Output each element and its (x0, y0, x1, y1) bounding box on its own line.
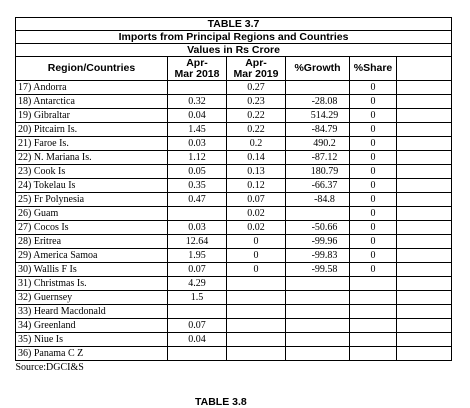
col-header-region: Region/Countries (16, 57, 168, 81)
table-row (16, 207, 452, 221)
share-cell (350, 347, 397, 361)
col-header-apr-mar-2019 (227, 57, 286, 81)
share-cell: 0 (350, 263, 397, 277)
blank-cell (397, 95, 452, 109)
region-cell: 33) Heard Macdonald (16, 305, 168, 319)
col-header-apr-mar-2019-line1: Apr- (245, 56, 267, 69)
table-row (16, 305, 452, 319)
table-row (16, 165, 452, 179)
apr-mar-2018-cell: 0.07 (168, 263, 227, 277)
apr-mar-2018-cell (168, 347, 227, 361)
apr-mar-2018-cell: 1.45 (168, 123, 227, 137)
growth-cell (286, 291, 350, 305)
apr-mar-2018-cell: 1.12 (168, 151, 227, 165)
growth-cell: 514.29 (286, 109, 350, 123)
col-header-apr-mar-2019-line2: Mar 2019 (233, 67, 279, 80)
apr-mar-2018-cell: 0.47 (168, 193, 227, 207)
apr-mar-2018-cell (168, 81, 227, 95)
growth-cell (286, 333, 350, 347)
blank-cell (397, 235, 452, 249)
apr-mar-2018-cell: 12.64 (168, 235, 227, 249)
apr-mar-2018-cell (168, 305, 227, 319)
share-cell: 0 (350, 179, 397, 193)
col-header-apr-mar-2018 (168, 57, 227, 81)
table-subtitle: Values in Rs Crore (16, 44, 452, 57)
apr-mar-2018-cell (168, 207, 227, 221)
share-cell (350, 291, 397, 305)
table-row (16, 179, 452, 193)
apr-mar-2018-cell: 0.04 (168, 333, 227, 347)
col-header-growth: %Growth (286, 57, 350, 81)
apr-mar-2019-cell: 0 (227, 235, 286, 249)
table-row (16, 277, 452, 291)
share-cell (350, 277, 397, 291)
blank-cell (397, 249, 452, 263)
growth-cell (286, 207, 350, 221)
growth-cell: 180.79 (286, 165, 350, 179)
table-row (16, 319, 452, 333)
blank-cell (397, 81, 452, 95)
share-cell: 0 (350, 95, 397, 109)
table-row (16, 263, 452, 277)
region-cell: 35) Niue Is (16, 333, 168, 347)
table-row (16, 151, 452, 165)
apr-mar-2018-cell: 0.03 (168, 137, 227, 151)
apr-mar-2019-cell: 0.02 (227, 221, 286, 235)
table-row (16, 291, 452, 305)
table-row (16, 95, 452, 109)
blank-cell (397, 291, 452, 305)
apr-mar-2019-cell (227, 319, 286, 333)
region-cell: 34) Greenland (16, 319, 168, 333)
table-row (16, 235, 452, 249)
blank-cell (397, 263, 452, 277)
growth-cell: -99.58 (286, 263, 350, 277)
apr-mar-2019-cell: 0 (227, 249, 286, 263)
share-cell: 0 (350, 81, 397, 95)
col-header-share: %Share (350, 57, 397, 81)
table-row (16, 193, 452, 207)
region-cell: 17) Andorra (16, 81, 168, 95)
imports-table (15, 17, 452, 374)
growth-cell: -99.96 (286, 235, 350, 249)
source-note: Source:DGCI&S (16, 361, 452, 375)
apr-mar-2019-cell (227, 291, 286, 305)
region-cell: 32) Guernsey (16, 291, 168, 305)
growth-cell: -87.12 (286, 151, 350, 165)
blank-cell (397, 123, 452, 137)
share-cell: 0 (350, 193, 397, 207)
apr-mar-2018-cell: 0.05 (168, 165, 227, 179)
region-cell: 22) N. Mariana Is. (16, 151, 168, 165)
share-cell: 0 (350, 151, 397, 165)
growth-cell: -50.66 (286, 221, 350, 235)
region-cell: 24) Tokelau Is (16, 179, 168, 193)
apr-mar-2019-cell: 0.22 (227, 109, 286, 123)
table-title: Imports from Principal Regions and Countries (16, 31, 452, 44)
apr-mar-2019-cell: 0.23 (227, 95, 286, 109)
share-cell: 0 (350, 165, 397, 179)
apr-mar-2019-cell: 0.22 (227, 123, 286, 137)
share-cell: 0 (350, 109, 397, 123)
table-row (16, 347, 452, 361)
apr-mar-2018-cell: 4.29 (168, 277, 227, 291)
region-cell: 27) Cocos Is (16, 221, 168, 235)
region-cell: 29) America Samoa (16, 249, 168, 263)
apr-mar-2019-cell: 0.14 (227, 151, 286, 165)
blank-cell (397, 277, 452, 291)
blank-cell (397, 165, 452, 179)
region-cell: 25) Fr Polynesia (16, 193, 168, 207)
apr-mar-2019-cell: 0.27 (227, 81, 286, 95)
growth-cell: -84.79 (286, 123, 350, 137)
apr-mar-2018-cell: 0.03 (168, 221, 227, 235)
share-cell: 0 (350, 235, 397, 249)
share-cell: 0 (350, 221, 397, 235)
table-row (16, 221, 452, 235)
apr-mar-2019-cell: 0.02 (227, 207, 286, 221)
share-cell (350, 319, 397, 333)
apr-mar-2019-cell (227, 305, 286, 319)
apr-mar-2018-cell: 0.04 (168, 109, 227, 123)
apr-mar-2018-cell: 1.5 (168, 291, 227, 305)
growth-cell: -99.83 (286, 249, 350, 263)
apr-mar-2019-cell: 0.2 (227, 137, 286, 151)
table-sheet (15, 17, 451, 374)
apr-mar-2019-cell: 0.13 (227, 165, 286, 179)
apr-mar-2019-cell: 0.12 (227, 179, 286, 193)
growth-cell: -84.8 (286, 193, 350, 207)
region-cell: 31) Christmas Is. (16, 277, 168, 291)
region-cell: 28) Eritrea (16, 235, 168, 249)
apr-mar-2019-cell: 0 (227, 263, 286, 277)
share-cell: 0 (350, 137, 397, 151)
table-row (16, 333, 452, 347)
blank-cell (397, 179, 452, 193)
blank-cell (397, 137, 452, 151)
region-cell: 18) Antarctica (16, 95, 168, 109)
growth-cell: -66.37 (286, 179, 350, 193)
share-cell: 0 (350, 207, 397, 221)
growth-cell (286, 277, 350, 291)
region-cell: 19) Gibraltar (16, 109, 168, 123)
growth-cell (286, 81, 350, 95)
table-row (16, 137, 452, 151)
region-cell: 21) Faroe Is. (16, 137, 168, 151)
growth-cell (286, 347, 350, 361)
col-header-apr-mar-2018-line2: Mar 2018 (174, 67, 220, 80)
growth-cell: -28.08 (286, 95, 350, 109)
growth-cell (286, 319, 350, 333)
apr-mar-2018-cell: 1.95 (168, 249, 227, 263)
table-row (16, 109, 452, 123)
blank-cell (397, 221, 452, 235)
region-cell: 30) Wallis F Is (16, 263, 168, 277)
region-cell: 36) Panama C Z (16, 347, 168, 361)
apr-mar-2019-cell (227, 333, 286, 347)
apr-mar-2019-cell (227, 277, 286, 291)
col-header-apr-mar-2018-line1: Apr- (186, 56, 208, 69)
header-row (16, 57, 452, 81)
apr-mar-2019-cell (227, 347, 286, 361)
apr-mar-2018-cell: 0.32 (168, 95, 227, 109)
growth-cell (286, 305, 350, 319)
table-row (16, 123, 452, 137)
region-cell: 23) Cook Is (16, 165, 168, 179)
region-cell: 20) Pitcairn Is. (16, 123, 168, 137)
blank-cell (397, 347, 452, 361)
share-cell (350, 333, 397, 347)
blank-cell (397, 319, 452, 333)
table-row (16, 81, 452, 95)
blank-cell (397, 333, 452, 347)
blank-cell (397, 109, 452, 123)
share-cell: 0 (350, 249, 397, 263)
apr-mar-2019-cell: 0.07 (227, 193, 286, 207)
table-row (16, 249, 452, 263)
blank-cell (397, 193, 452, 207)
apr-mar-2018-cell: 0.07 (168, 319, 227, 333)
blank-cell (397, 305, 452, 319)
blank-cell (397, 151, 452, 165)
next-table-number: TABLE 3.8 (195, 396, 247, 408)
apr-mar-2018-cell: 0.35 (168, 179, 227, 193)
col-header-blank (397, 57, 452, 81)
growth-cell: 490.2 (286, 137, 350, 151)
region-cell: 26) Guam (16, 207, 168, 221)
share-cell: 0 (350, 123, 397, 137)
share-cell (350, 305, 397, 319)
table-number: TABLE 3.7 (16, 18, 452, 31)
blank-cell (397, 207, 452, 221)
